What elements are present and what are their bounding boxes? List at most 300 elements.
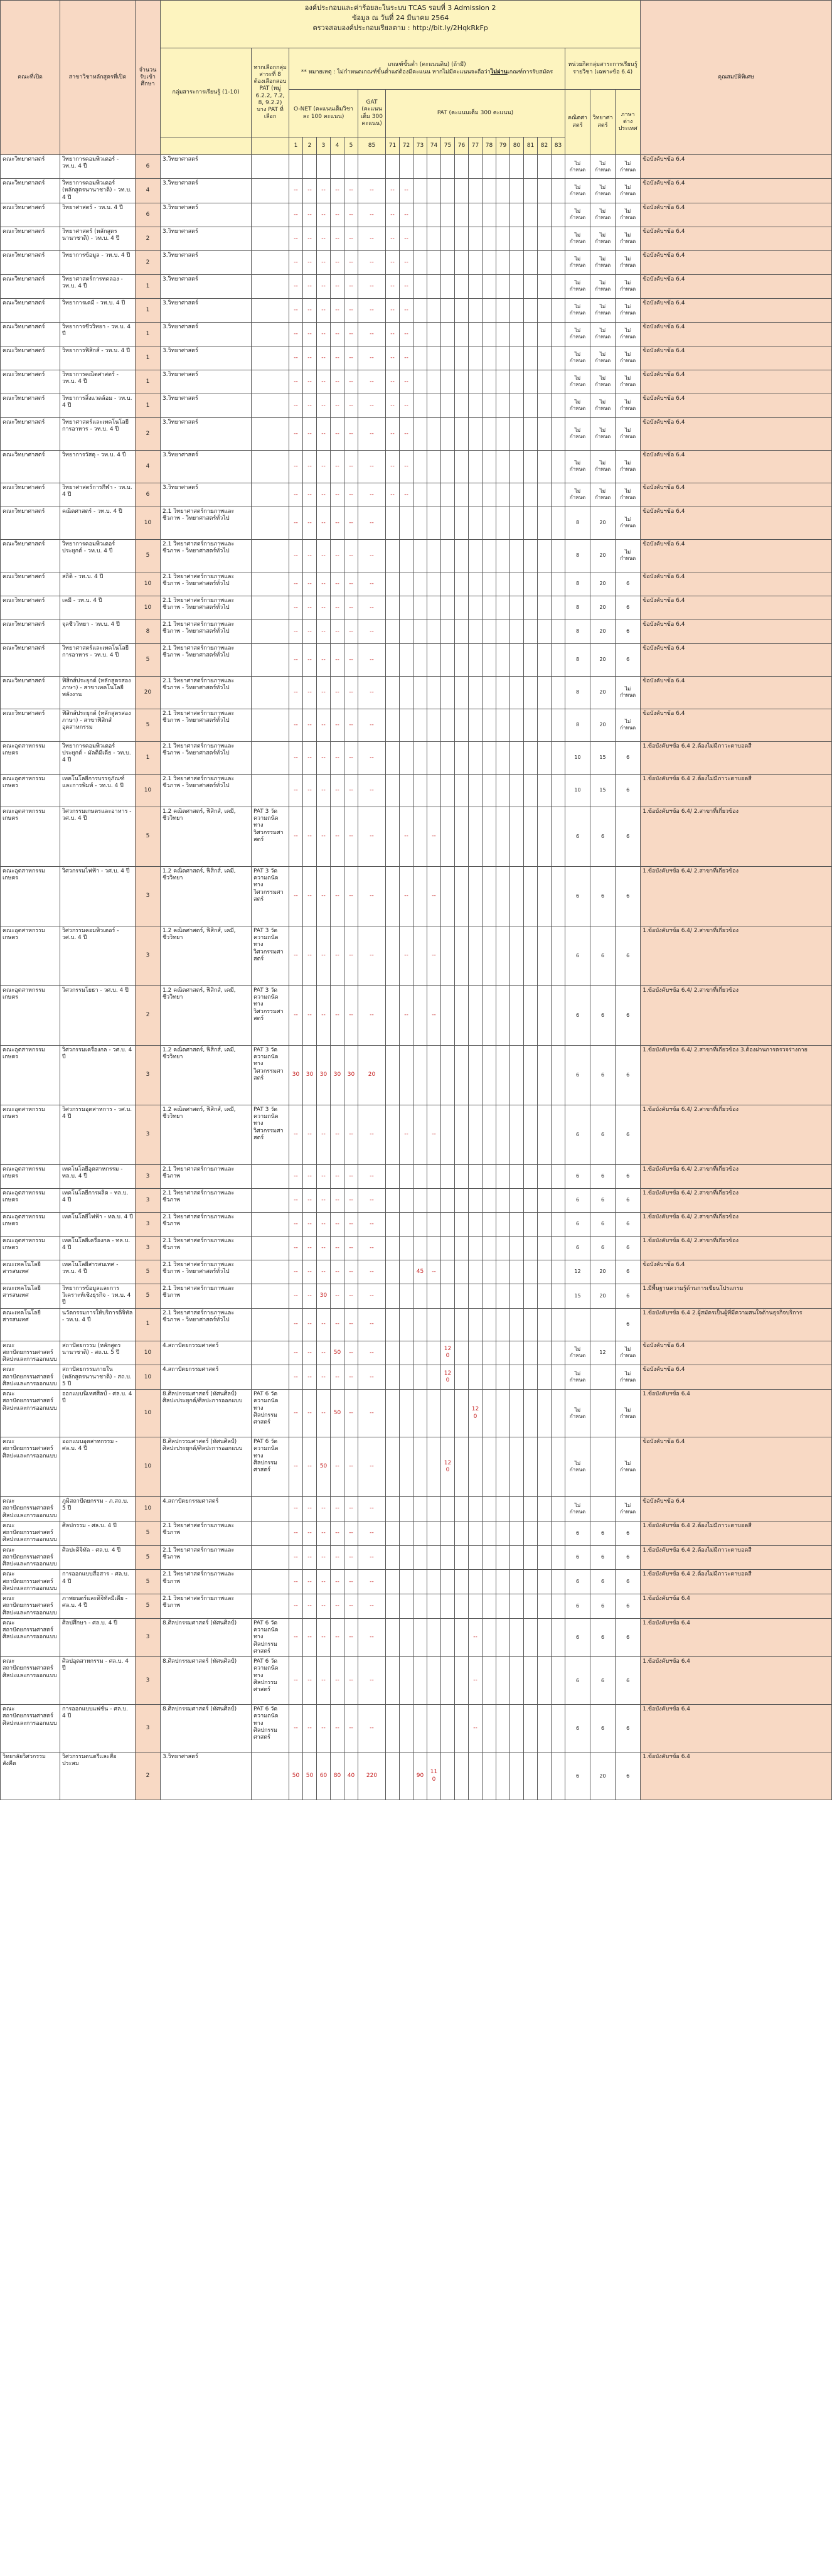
req-cell: 20 — [590, 676, 616, 709]
score-cell — [441, 1188, 455, 1212]
score-cell: -- — [317, 596, 331, 620]
score-cell — [524, 1308, 538, 1341]
score-cell: -- — [317, 1236, 331, 1260]
faculty-cell: คณะเทคโนโลยีสารสนเทศ — [1, 1308, 60, 1341]
score-cell — [552, 774, 565, 807]
score-cell: -- — [469, 1618, 483, 1656]
req-cell: 6 — [616, 1705, 641, 1752]
note-cell: 1.ข้อบังคับฯข้อ 6.4/ 2.สาขาที่เกี่ยวข้อง — [641, 1105, 832, 1164]
score-cell: -- — [317, 1105, 331, 1164]
score-cell: -- — [358, 1497, 386, 1521]
score-cell — [413, 394, 427, 417]
score-cell — [483, 370, 496, 394]
note-cell: ข้อบังคับฯข้อ 6.4 — [641, 274, 832, 298]
score-cell — [386, 926, 400, 985]
note-cell: ข้อบังคับฯข้อ 6.4 — [641, 539, 832, 572]
score-cell — [455, 985, 469, 1045]
req-cell: 6 — [616, 774, 641, 807]
score-cell — [483, 1164, 496, 1188]
score-cell: -- — [344, 572, 358, 596]
pat-choice-cell: PAT 6 วัดความถนัดทางศิลปกรรมศาสตร์ — [252, 1618, 289, 1656]
min-score-title: เกณฑ์ขั้นต่ำ (คะแนนดิบ) (ถ้ามี) — [388, 62, 466, 68]
faculty-cell: คณะอุตสาหกรรมเกษตร — [1, 1236, 60, 1260]
score-cell — [400, 1341, 413, 1365]
score-cell — [386, 741, 400, 774]
seats-cell: 1 — [136, 370, 161, 394]
score-cell: -- — [317, 322, 331, 346]
score-cell — [413, 450, 427, 483]
table-row — [1, 539, 832, 572]
seats-cell: 8 — [136, 620, 161, 643]
req-cell: 8 — [565, 709, 590, 741]
score-cell: -- — [344, 643, 358, 676]
score-cell: -- — [344, 250, 358, 274]
note-cell: 1.ข้อบังคับฯข้อ 6.4/ 2.สาขาที่เกี่ยวข้อง — [641, 807, 832, 866]
score-cell — [552, 1618, 565, 1656]
pat-choice-cell — [252, 741, 289, 774]
seats-cell: 1 — [136, 741, 161, 774]
score-cell — [386, 1437, 400, 1497]
score-cell — [496, 572, 510, 596]
score-cell: 30 — [317, 1045, 331, 1105]
score-cell — [552, 1705, 565, 1752]
score-cell — [469, 417, 483, 450]
req-cell: ไม่กำหนด — [616, 394, 641, 417]
req-cell: ไม่กำหนด — [590, 394, 616, 417]
header-program: สาขาวิชาหลักสูตรที่เปิด — [60, 1, 136, 155]
req-cell: 6 — [616, 1521, 641, 1545]
score-cell: -- — [358, 179, 386, 203]
score-cell — [455, 866, 469, 926]
score-cell — [524, 507, 538, 539]
score-cell: -- — [317, 370, 331, 394]
score-cell: -- — [317, 417, 331, 450]
score-cell: -- — [317, 483, 331, 507]
score-cell — [455, 322, 469, 346]
score-cell — [524, 1365, 538, 1390]
faculty-cell: คณะสถาปัตยกรรมศาสตร์ ศิลปะและการออกแบบ — [1, 1594, 60, 1619]
score-cell: -- — [358, 1570, 386, 1594]
score-cell — [469, 1105, 483, 1164]
score-cell — [413, 274, 427, 298]
min-note-post: เกณฑ์การรับสมัคร — [507, 68, 553, 75]
score-cell: -- — [289, 274, 303, 298]
score-cell — [441, 596, 455, 620]
score-cell — [386, 1570, 400, 1594]
score-cell: -- — [331, 450, 344, 483]
req-cell: 20 — [590, 1752, 616, 1800]
score-cell — [386, 596, 400, 620]
score-cell — [386, 1341, 400, 1365]
score-cell — [483, 709, 496, 741]
score-cell: -- — [289, 643, 303, 676]
study-group-cell: 3.วิทยาศาสตร์ — [161, 394, 252, 417]
score-cell — [427, 741, 441, 774]
score-cell: -- — [358, 709, 386, 741]
score-cell — [413, 1594, 427, 1619]
score-cell: -- — [331, 227, 344, 250]
score-cell — [455, 1308, 469, 1341]
score-cell — [496, 1390, 510, 1437]
score-cell — [552, 620, 565, 643]
score-cell: -- — [331, 1188, 344, 1212]
program-cell: วิทยาการชีววิทยา - วท.บ. 4 ปี — [60, 322, 136, 346]
program-cell: ฟิสิกส์ประยุกต์ (หลักสูตรสองภาษา) - สาขาเทคโนโลยีพลังงาน — [60, 676, 136, 709]
score-cell: -- — [358, 450, 386, 483]
note-cell: ข้อบังคับฯข้อ 6.4 — [641, 450, 832, 483]
score-cell — [483, 1570, 496, 1594]
req-cell: ไม่กำหนด — [565, 417, 590, 450]
faculty-cell: คณะวิทยาศาสตร์ — [1, 370, 60, 394]
score-cell: -- — [358, 572, 386, 596]
score-cell: -- — [289, 596, 303, 620]
score-cell — [413, 676, 427, 709]
score-cell — [386, 1105, 400, 1164]
req-cell: 6 — [590, 1705, 616, 1752]
score-cell — [496, 1365, 510, 1390]
pat-choice-cell — [252, 1236, 289, 1260]
score-cell — [538, 1105, 552, 1164]
table-row — [1, 203, 832, 227]
req-cell: 6 — [565, 1164, 590, 1188]
score-cell: -- — [344, 1212, 358, 1236]
score-cell: -- — [289, 1437, 303, 1497]
score-cell — [413, 1618, 427, 1656]
score-cell: -- — [331, 985, 344, 1045]
score-cell — [538, 483, 552, 507]
score-cell — [386, 1045, 400, 1105]
score-cell: -- — [303, 1164, 317, 1188]
score-cell: -- — [317, 1570, 331, 1594]
req-cell: 8 — [565, 596, 590, 620]
score-cell — [483, 1188, 496, 1212]
score-cell — [427, 203, 441, 227]
seats-cell: 10 — [136, 1497, 161, 1521]
header-min-score — [289, 48, 565, 90]
faculty-cell: คณะวิทยาศาสตร์ — [1, 322, 60, 346]
score-cell — [538, 203, 552, 227]
score-cell — [441, 741, 455, 774]
score-cell: -- — [317, 926, 331, 985]
score-cell — [538, 370, 552, 394]
score-cell — [455, 507, 469, 539]
score-cell — [552, 1212, 565, 1236]
score-cell — [538, 1497, 552, 1521]
faculty-cell: คณะวิทยาศาสตร์ — [1, 417, 60, 450]
note-cell: ข้อบังคับฯข้อ 6.4 — [641, 1497, 832, 1521]
score-cell — [510, 539, 524, 572]
score-cell: -- — [358, 1164, 386, 1188]
score-cell — [483, 274, 496, 298]
score-cell: -- — [344, 203, 358, 227]
req-cell: 6 — [590, 1594, 616, 1619]
pat-choice-cell — [252, 1570, 289, 1594]
score-cell — [552, 1164, 565, 1188]
table-row — [1, 1164, 832, 1188]
score-cell: -- — [303, 298, 317, 322]
score-cell: -- — [317, 1497, 331, 1521]
score-cell — [469, 298, 483, 322]
score-cell — [496, 298, 510, 322]
score-cell — [400, 620, 413, 643]
req-cell: 6 — [565, 1570, 590, 1594]
score-cell: -- — [289, 394, 303, 417]
header-col-74: 74 — [427, 137, 441, 155]
faculty-cell: คณะวิทยาศาสตร์ — [1, 709, 60, 741]
seats-cell: 5 — [136, 1545, 161, 1570]
program-cell: วิทยาการคอมพิวเตอร์ - วท.บ. 4 ปี — [60, 155, 136, 179]
score-cell — [455, 774, 469, 807]
req-cell: ไม่กำหนด — [590, 322, 616, 346]
score-cell — [483, 346, 496, 370]
pat-choice-cell: PAT 3 วัดความถนัดทางวิศวกรรมศาสตร์ — [252, 866, 289, 926]
score-cell — [441, 203, 455, 227]
faculty-cell: คณะวิทยาศาสตร์ — [1, 346, 60, 370]
score-cell — [496, 1497, 510, 1521]
score-cell: -- — [400, 274, 413, 298]
study-group-cell: 2.1 วิทยาศาสตร์กายภาพและชีวภาพ - วิทยาศาสตร์ทั่วไป — [161, 507, 252, 539]
score-cell — [413, 926, 427, 985]
seats-cell: 2 — [136, 250, 161, 274]
seats-cell: 1 — [136, 322, 161, 346]
score-cell — [510, 1236, 524, 1260]
score-cell: -- — [344, 926, 358, 985]
score-cell — [386, 572, 400, 596]
req-cell: ไม่กำหนด — [616, 483, 641, 507]
score-cell — [441, 985, 455, 1045]
score-cell — [469, 1594, 483, 1619]
score-cell — [483, 1618, 496, 1656]
score-cell — [483, 572, 496, 596]
score-cell: -- — [303, 1390, 317, 1437]
score-cell — [483, 250, 496, 274]
score-cell — [427, 155, 441, 179]
score-cell: -- — [331, 1657, 344, 1705]
score-cell: -- — [289, 1308, 303, 1341]
score-cell — [483, 596, 496, 620]
score-cell: -- — [344, 1341, 358, 1365]
score-cell: -- — [289, 1284, 303, 1308]
study-group-cell: 2.1 วิทยาศาสตร์กายภาพและชีวภาพ - วิทยาศาสตร์ทั่วไป — [161, 620, 252, 643]
score-cell — [552, 596, 565, 620]
pat-choice-cell — [252, 1260, 289, 1284]
score-cell — [413, 250, 427, 274]
score-cell: -- — [331, 620, 344, 643]
score-cell: -- — [386, 179, 400, 203]
score-cell — [510, 1105, 524, 1164]
score-cell — [496, 417, 510, 450]
score-cell — [400, 1045, 413, 1105]
req-cell: 6 — [590, 1545, 616, 1570]
score-cell — [469, 1308, 483, 1341]
req-cell: ไม่กำหนด — [616, 676, 641, 709]
page-title — [161, 1, 641, 48]
score-cell — [469, 1236, 483, 1260]
program-cell: เทคโนโลยีการบรรจุภัณฑ์และการพิมพ์ - วท.บ. 4 ปี — [60, 774, 136, 807]
score-cell — [427, 483, 441, 507]
study-group-cell: 2.1 วิทยาศาสตร์กายภาพและชีวภาพ - วิทยาศาสตร์ทั่วไป — [161, 741, 252, 774]
score-cell — [386, 1365, 400, 1390]
score-cell — [510, 1705, 524, 1752]
score-cell: -- — [358, 370, 386, 394]
req-cell: 6 — [616, 1657, 641, 1705]
study-group-cell: 3.วิทยาศาสตร์ — [161, 298, 252, 322]
score-cell — [427, 450, 441, 483]
study-group-cell: 3.วิทยาศาสตร์ — [161, 450, 252, 483]
seats-cell: 10 — [136, 1390, 161, 1437]
score-cell — [510, 1390, 524, 1437]
score-cell — [496, 741, 510, 774]
score-cell — [455, 1545, 469, 1570]
score-cell — [386, 1752, 400, 1800]
study-group-cell: 8.ศิลปกรรมศาสตร์ (ทัศนศิลป์) — [161, 1657, 252, 1705]
score-cell — [483, 1236, 496, 1260]
score-cell — [538, 1437, 552, 1497]
req-cell: ไม่กำหนด — [565, 322, 590, 346]
score-cell: -- — [289, 1570, 303, 1594]
score-cell — [427, 1545, 441, 1570]
score-cell: -- — [386, 203, 400, 227]
study-group-cell: 2.1 วิทยาศาสตร์กายภาพและชีวภาพ - วิทยาศาสตร์ทั่วไป — [161, 596, 252, 620]
score-cell — [510, 1545, 524, 1570]
score-cell — [469, 1341, 483, 1365]
score-cell — [427, 620, 441, 643]
req-cell: 6 — [565, 985, 590, 1045]
faculty-cell: คณะสถาปัตยกรรมศาสตร์ ศิลปะและการออกแบบ — [1, 1521, 60, 1545]
score-cell — [427, 274, 441, 298]
score-cell: -- — [289, 866, 303, 926]
score-cell — [427, 179, 441, 203]
pat-choice-cell — [252, 539, 289, 572]
pat-choice-cell — [252, 322, 289, 346]
req-cell: 6 — [590, 1212, 616, 1236]
score-cell: -- — [331, 483, 344, 507]
score-cell: -- — [331, 1212, 344, 1236]
req-cell: ไม่กำหนด — [590, 370, 616, 394]
score-cell: -- — [289, 1105, 303, 1164]
faculty-cell: คณะอุตสาหกรรมเกษตร — [1, 741, 60, 774]
score-cell: -- — [303, 1341, 317, 1365]
score-cell — [538, 1212, 552, 1236]
score-cell — [441, 483, 455, 507]
score-cell — [427, 1212, 441, 1236]
score-cell — [441, 1284, 455, 1308]
table-row — [1, 274, 832, 298]
program-cell: ออกแบบนิเทศศิลป์ - ศล.บ. 4 ปี — [60, 1390, 136, 1437]
table-row — [1, 1341, 832, 1365]
program-cell: วิทยาศาสตร์ (หลักสูตรนานาชาติ) - วท.บ. 4 ปี — [60, 227, 136, 250]
table-row — [1, 596, 832, 620]
score-cell — [413, 1341, 427, 1365]
score-cell — [427, 1308, 441, 1341]
score-cell: -- — [317, 394, 331, 417]
score-cell — [400, 1437, 413, 1497]
score-cell — [469, 1260, 483, 1284]
score-cell — [552, 1308, 565, 1341]
score-cell — [552, 741, 565, 774]
header-req: หน่วยกิตกลุ่มสาระการเรียนรู้รายวิชา (เฉพาะข้อ 6.4) — [565, 48, 641, 90]
score-cell — [538, 572, 552, 596]
score-cell — [400, 1594, 413, 1619]
score-cell: -- — [303, 620, 317, 643]
faculty-cell: คณะวิทยาศาสตร์ — [1, 155, 60, 179]
score-cell — [496, 507, 510, 539]
score-cell — [441, 250, 455, 274]
score-cell: -- — [289, 807, 303, 866]
pat-choice-cell — [252, 1752, 289, 1800]
seats-cell: 1 — [136, 274, 161, 298]
header-note: คุณสมบัติพิเศษ — [641, 1, 832, 155]
score-cell — [538, 1705, 552, 1752]
score-cell: -- — [331, 1618, 344, 1656]
note-cell: ข้อบังคับฯข้อ 6.4 — [641, 179, 832, 203]
score-cell: -- — [289, 227, 303, 250]
pat-choice-cell — [252, 394, 289, 417]
program-cell: เทคโนโลยีเครื่องกล - ทล.บ. 4 ปี — [60, 1236, 136, 1260]
score-cell — [455, 709, 469, 741]
score-cell: -- — [303, 807, 317, 866]
score-cell — [386, 1705, 400, 1752]
score-cell: -- — [344, 741, 358, 774]
score-cell — [538, 1570, 552, 1594]
score-cell — [483, 1594, 496, 1619]
table-row — [1, 1236, 832, 1260]
program-cell: วิศวกรรมดนตรีและสื่อประสม — [60, 1752, 136, 1800]
program-cell: วิทยาศาสตร์ - วท.บ. 4 ปี — [60, 203, 136, 227]
req-cell: ไม่กำหนด — [616, 179, 641, 203]
score-cell — [469, 866, 483, 926]
score-cell: -- — [400, 450, 413, 483]
req-cell: 6 — [565, 1045, 590, 1105]
score-cell — [400, 1570, 413, 1594]
verification-link[interactable]: http://bit.ly/2HqkRkFp — [412, 23, 488, 32]
score-cell: -- — [289, 1618, 303, 1656]
table-row — [1, 1308, 832, 1341]
program-cell: สถาปัตยกรรม (หลักสูตรนานาชาติ) - สถ.บ. 5 ปี — [60, 1341, 136, 1365]
program-cell: วิทยาการฟิสิกส์ - วท.บ. 4 ปี — [60, 346, 136, 370]
score-cell: -- — [427, 807, 441, 866]
pat-choice-cell — [252, 572, 289, 596]
score-cell: -- — [344, 596, 358, 620]
score-cell — [552, 985, 565, 1045]
pat-choice-cell — [252, 1497, 289, 1521]
pat-choice-cell: PAT 3 วัดความถนัดทางวิศวกรรมศาสตร์ — [252, 926, 289, 985]
note-cell: ข้อบังคับฯข้อ 6.4 — [641, 394, 832, 417]
score-cell — [386, 1308, 400, 1341]
score-cell: -- — [358, 346, 386, 370]
note-cell: ข้อบังคับฯข้อ 6.4 — [641, 709, 832, 741]
program-cell: นวัตกรรมการให้บริการดิจิทัล - วท.บ. 4 ปี — [60, 1308, 136, 1341]
score-cell: 30 — [344, 1045, 358, 1105]
score-cell: -- — [303, 1284, 317, 1308]
score-cell — [483, 539, 496, 572]
score-cell — [510, 298, 524, 322]
req-cell: ไม่กำหนด — [616, 227, 641, 250]
score-cell: -- — [331, 807, 344, 866]
pat-choice-cell — [252, 507, 289, 539]
score-cell: -- — [427, 926, 441, 985]
score-cell: -- — [344, 620, 358, 643]
req-cell — [590, 1390, 616, 1437]
req-cell: 6 — [590, 1521, 616, 1545]
study-group-cell: 2.1 วิทยาศาสตร์กายภาพและชีวภาพ — [161, 1212, 252, 1236]
score-cell — [441, 1045, 455, 1105]
score-cell: -- — [331, 370, 344, 394]
score-cell: -- — [303, 774, 317, 807]
score-cell — [538, 179, 552, 203]
score-cell: -- — [303, 450, 317, 483]
score-cell — [496, 322, 510, 346]
